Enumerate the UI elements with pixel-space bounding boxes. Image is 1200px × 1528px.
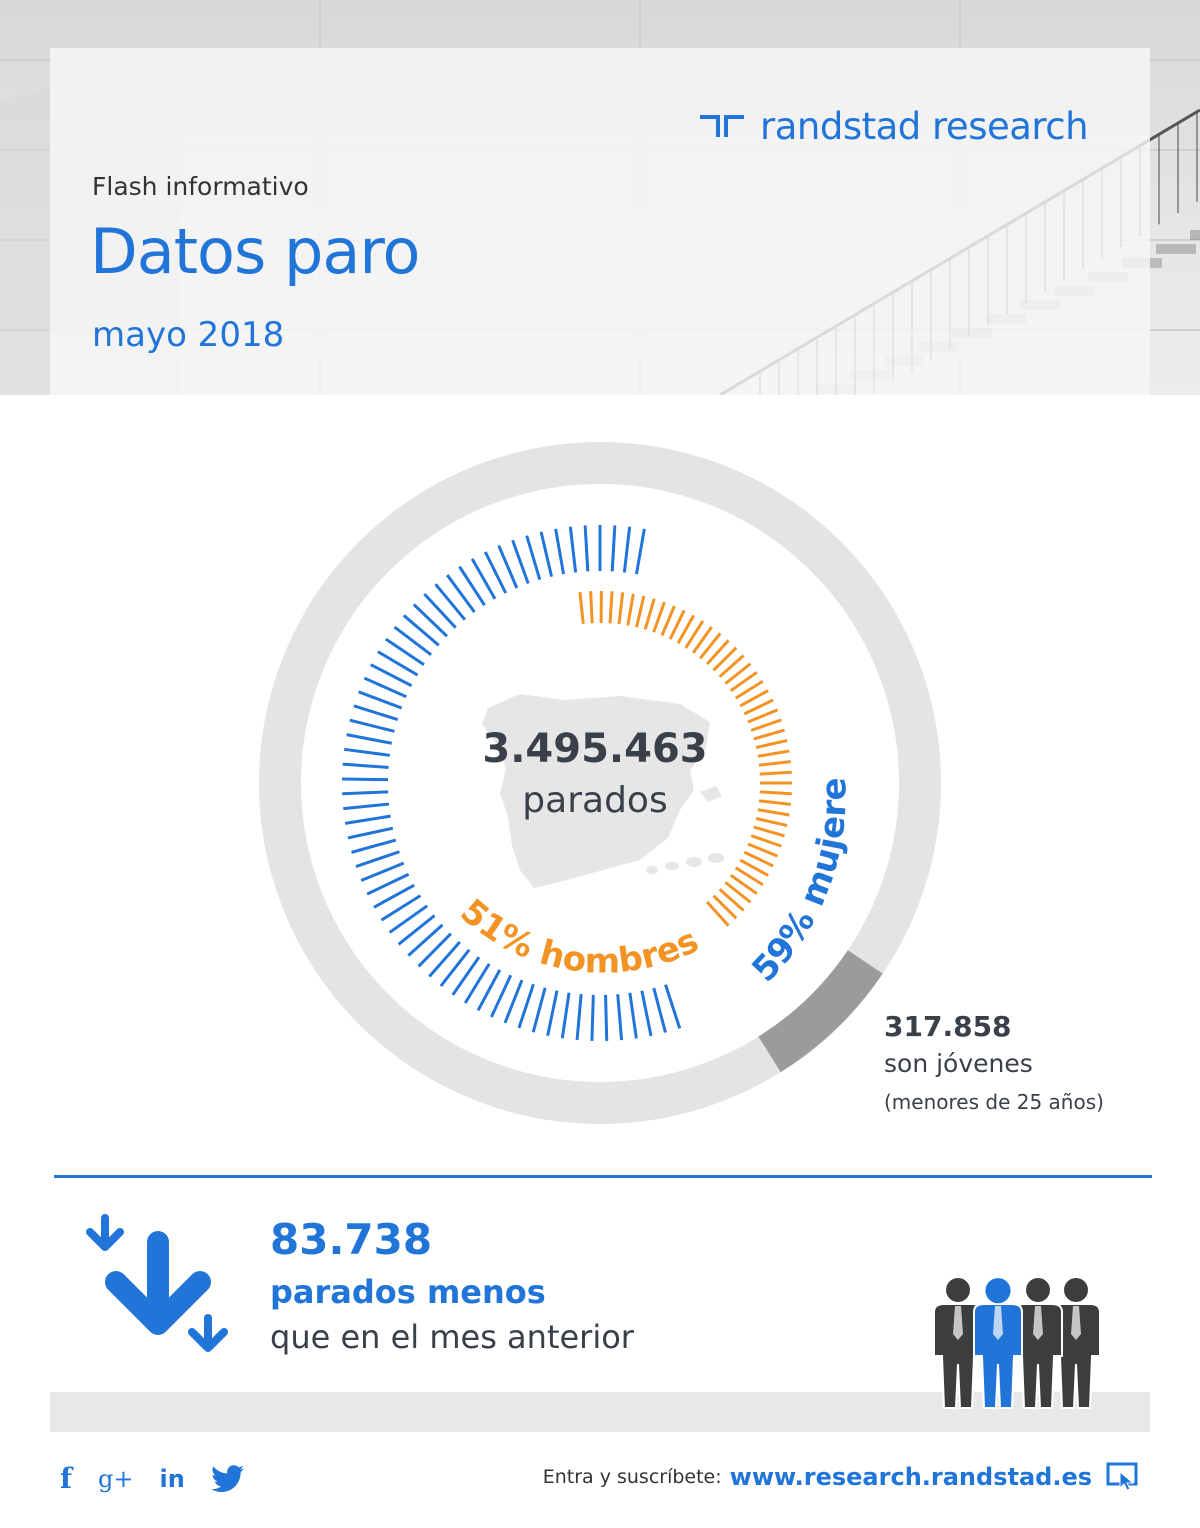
orange-ticks-tick-33 (758, 810, 790, 815)
stair-step (1190, 230, 1200, 240)
orange-ticks-tick-24 (751, 720, 781, 731)
section-divider (54, 1175, 1152, 1178)
blue-ticks-tick-9 (548, 991, 557, 1036)
blue-ticks-tick-32 (342, 792, 388, 794)
facebook-icon[interactable]: f (60, 1462, 73, 1495)
total-unemployed-label: parados (522, 780, 668, 821)
blue-ticks-tick-54 (513, 540, 529, 583)
orange-ticks-tick-29 (760, 772, 792, 774)
blue-ticks-tick-10 (533, 988, 545, 1032)
blue-ticks-tick-5 (606, 995, 607, 1041)
person-head (985, 1278, 1010, 1303)
orange-ticks-tick-23 (748, 710, 778, 722)
logo-wordmark: randstad research (760, 104, 1089, 148)
blue-ticks-tick-57 (556, 529, 564, 574)
monthly-drop-value: 83.738 (270, 1215, 433, 1264)
men-percentage-label: 51% hombres (452, 891, 705, 982)
stair-step (1156, 244, 1196, 254)
orange-ticks-tick-26 (756, 740, 787, 747)
blue-ticks-tick-17 (441, 950, 469, 986)
blue-ticks-tick-11 (519, 984, 533, 1028)
blue-ticks-tick-38 (354, 706, 398, 720)
orange-ticks-tick-7 (645, 599, 654, 630)
blue-ticks-tick-37 (350, 720, 395, 731)
blue-ticks-tick-6 (592, 995, 593, 1041)
women-percentage-label: 59% mujere (744, 776, 855, 990)
blue-ticks-tick-33 (342, 779, 388, 780)
report-period: mayo 2018 (92, 315, 285, 355)
orange-ticks-tick-34 (756, 818, 787, 825)
orange-ticks-tick-25 (754, 730, 785, 739)
blue-ticks-tick-0 (666, 985, 680, 1029)
blue-ticks-tick-3 (630, 993, 636, 1039)
google-plus-icon[interactable]: g+ (98, 1464, 134, 1493)
orange-ticks-tick-37 (748, 844, 778, 856)
click-pointer-icon[interactable] (1106, 1462, 1140, 1492)
blue-ticks-tick-20 (408, 925, 442, 956)
business-people-icon (928, 1276, 1128, 1416)
blue-ticks-tick-7 (577, 994, 581, 1040)
blue-ticks-tick-35 (344, 749, 390, 755)
person-head (1064, 1278, 1088, 1302)
randstad-logo (698, 104, 1088, 148)
blue-ticks-tick-56 (541, 532, 552, 577)
orange-ticks-tick-32 (759, 801, 791, 805)
blue-ticks-tick-29 (348, 828, 393, 838)
blue-ticks-tick-27 (356, 852, 400, 867)
blue-ticks-tick-36 (347, 735, 392, 744)
blue-ticks-tick-62 (624, 527, 629, 573)
blue-ticks-tick-4 (618, 994, 622, 1040)
blue-ticks-tick-49 (447, 575, 474, 612)
blue-ticks-tick-26 (361, 863, 404, 880)
orange-ticks-tick-4 (619, 592, 623, 624)
randstad-logo-icon (698, 113, 746, 139)
blue-ticks-tick-8 (562, 993, 569, 1039)
orange-ticks-tick-3 (610, 591, 612, 623)
orange-ticks-tick-36 (751, 836, 781, 847)
blue-ticks-tick-48 (436, 584, 465, 619)
header-subtitle: Flash informativo (92, 172, 309, 201)
website-link[interactable]: www.research.randstad.es (729, 1463, 1092, 1491)
linkedin-icon[interactable]: in (159, 1464, 185, 1493)
canary-islands-icon (646, 853, 724, 874)
blue-ticks-tick-2 (642, 991, 651, 1036)
youth-note: (menores de 25 años) (884, 1090, 1104, 1114)
subscribe-cta (543, 1462, 1140, 1492)
blue-ticks-tick-1 (654, 988, 666, 1032)
person-head (1026, 1278, 1050, 1302)
blue-ticks-tick-44 (394, 627, 431, 655)
orange-ticks-tick-35 (754, 827, 785, 836)
person-head (946, 1278, 970, 1302)
subscribe-label: Entra y suscríbete: (542, 1466, 722, 1488)
total-unemployed-value: 3.495.463 (482, 726, 708, 772)
blue-ticks-tick-45 (404, 615, 439, 645)
monthly-drop-description: que en el mes anterior (270, 1318, 634, 1356)
orange-ticks-tick-28 (759, 762, 791, 766)
blue-ticks-tick-46 (414, 604, 447, 636)
blue-ticks-tick-61 (612, 525, 615, 571)
orange-ticks-tick-5 (628, 594, 634, 626)
orange-ticks-tick-31 (760, 792, 792, 794)
blue-ticks-tick-39 (359, 692, 402, 708)
blue-ticks-tick-28 (352, 840, 396, 852)
blue-ticks-tick-47 (424, 594, 455, 628)
blue-ticks-tick-59 (585, 525, 588, 571)
blue-ticks-tick-34 (343, 764, 389, 767)
orange-ticks-tick-6 (637, 596, 644, 627)
blue-ticks-tick-19 (419, 934, 451, 967)
blue-ticks-tick-30 (345, 816, 390, 823)
blue-ticks-tick-55 (527, 536, 540, 580)
blue-ticks-tick-58 (570, 527, 575, 573)
social-links (60, 1462, 245, 1495)
blue-ticks-tick-63 (636, 529, 644, 574)
page-title: Datos paro (90, 215, 420, 288)
monthly-drop-label: parados menos (270, 1273, 546, 1311)
orange-ticks-tick-27 (758, 751, 790, 756)
youth-value: 317.858 (884, 1010, 1012, 1043)
youth-label: son jóvenes (884, 1049, 1033, 1078)
blue-ticks-tick-18 (429, 942, 459, 977)
down-arrows-icon (80, 1212, 235, 1362)
twitter-icon[interactable] (211, 1465, 245, 1493)
header-banner (0, 0, 1200, 395)
orange-ticks-tick-1 (591, 591, 593, 623)
orange-ticks-tick-0 (580, 592, 583, 624)
blue-ticks-tick-12 (505, 980, 522, 1023)
orange-ticks-tick-8 (654, 602, 665, 632)
blue-ticks-tick-21 (399, 916, 435, 945)
blue-ticks-tick-31 (343, 804, 389, 809)
